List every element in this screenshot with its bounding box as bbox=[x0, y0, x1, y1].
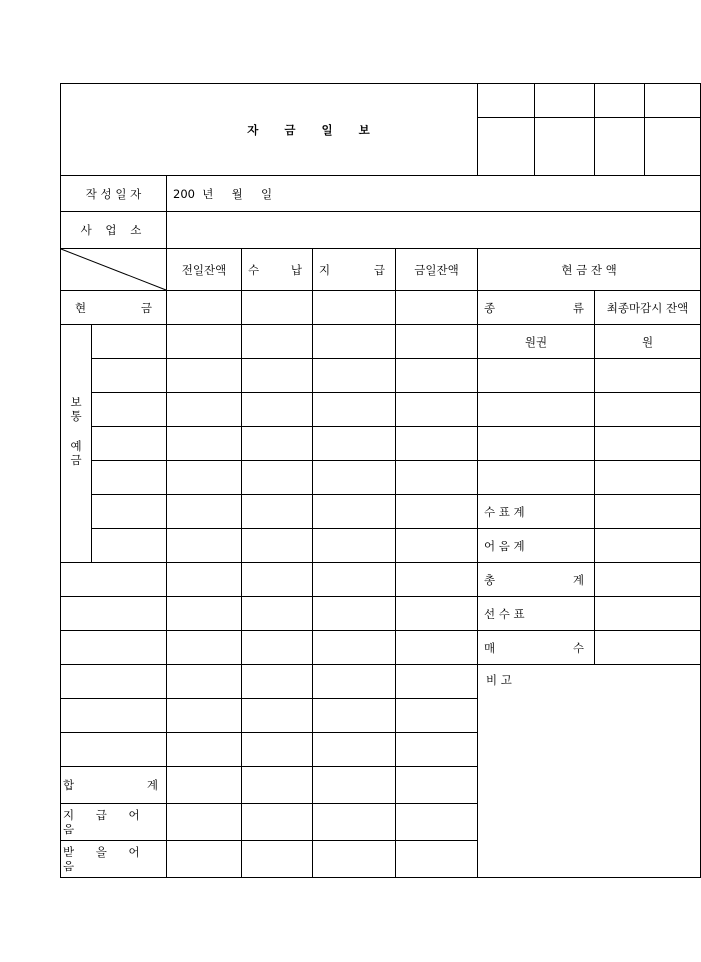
other-3-today[interactable] bbox=[396, 631, 478, 665]
deposit-1-today[interactable] bbox=[396, 325, 478, 359]
receipt-header bbox=[242, 249, 313, 291]
cash-receipt[interactable] bbox=[242, 291, 313, 325]
other-item-5[interactable] bbox=[61, 699, 167, 733]
deposit-3-receipt[interactable] bbox=[242, 393, 313, 427]
notes-receivable-prev[interactable] bbox=[167, 841, 242, 878]
check-total-value[interactable] bbox=[595, 495, 701, 529]
won-bill-label: 원권 bbox=[478, 325, 595, 359]
notes-receivable-payment[interactable] bbox=[313, 841, 396, 878]
other-2-today[interactable] bbox=[396, 597, 478, 631]
grand-total-label bbox=[478, 563, 595, 597]
cash-amount-4[interactable] bbox=[595, 427, 701, 461]
deposit-3-prev[interactable] bbox=[167, 393, 242, 427]
final-balance-label: 최종마감시 잔액 bbox=[595, 291, 701, 325]
other-3-prev[interactable] bbox=[167, 631, 242, 665]
other-6-prev[interactable] bbox=[167, 733, 242, 767]
approval-box-2-sign[interactable] bbox=[535, 118, 595, 176]
prev-balance-header: 전일잔액 bbox=[167, 249, 242, 291]
deposit-5-prev[interactable] bbox=[167, 461, 242, 495]
notes-receivable-today[interactable] bbox=[396, 841, 478, 878]
deposit-2-prev[interactable] bbox=[167, 359, 242, 393]
other-2-payment[interactable] bbox=[313, 597, 396, 631]
deposit-6-prev[interactable] bbox=[167, 495, 242, 529]
grand-total-char-2: 계 bbox=[572, 572, 585, 587]
deposit-bank-2[interactable] bbox=[92, 359, 167, 393]
other-5-payment[interactable] bbox=[313, 699, 396, 733]
deposit-5-payment[interactable] bbox=[313, 461, 396, 495]
deposit-4-prev[interactable] bbox=[167, 427, 242, 461]
other-item-3[interactable] bbox=[61, 631, 167, 665]
deposit-4-payment[interactable] bbox=[313, 427, 396, 461]
notes-payable-receipt[interactable] bbox=[242, 804, 313, 841]
deposit-2-receipt[interactable] bbox=[242, 359, 313, 393]
other-4-receipt[interactable] bbox=[242, 665, 313, 699]
deposit-vertical-label bbox=[61, 325, 92, 563]
other-3-payment[interactable] bbox=[313, 631, 396, 665]
deposit-bank-5[interactable] bbox=[92, 461, 167, 495]
payment-header-char-1: 지 bbox=[319, 262, 331, 277]
cash-type-2[interactable] bbox=[478, 359, 595, 393]
other-6-payment[interactable] bbox=[313, 733, 396, 767]
approval-box-1-sign[interactable] bbox=[478, 118, 535, 176]
deposit-6-payment[interactable] bbox=[313, 495, 396, 529]
deposit-bank-3[interactable] bbox=[92, 393, 167, 427]
deposit-label-char-4: 금 bbox=[70, 453, 82, 467]
cash-type-label bbox=[478, 291, 595, 325]
total-payment[interactable] bbox=[313, 767, 396, 804]
total-label-char-1: 합 bbox=[63, 778, 75, 792]
deposit-5-receipt[interactable] bbox=[242, 461, 313, 495]
other-1-today[interactable] bbox=[396, 563, 478, 597]
deposit-2-today[interactable] bbox=[396, 359, 478, 393]
notes-receivable-label: 받 을 어 음 bbox=[61, 841, 167, 878]
deposit-1-prev[interactable] bbox=[167, 325, 242, 359]
deposit-bank-4[interactable] bbox=[92, 427, 167, 461]
payment-header bbox=[313, 249, 396, 291]
cash-label-char-2: 금 bbox=[140, 300, 152, 315]
today-balance-header: 금일잔액 bbox=[396, 249, 478, 291]
cash-prev-balance[interactable] bbox=[167, 291, 242, 325]
deposit-6-receipt[interactable] bbox=[242, 495, 313, 529]
approval-box-3-header[interactable] bbox=[595, 84, 645, 118]
type-label-char-1: 종 bbox=[484, 300, 496, 315]
cash-amount-5[interactable] bbox=[595, 461, 701, 495]
diagonal-line bbox=[61, 249, 166, 290]
won-unit-label: 원 bbox=[595, 325, 701, 359]
grand-total-value[interactable] bbox=[595, 563, 701, 597]
note-total-label: 어 음 계 bbox=[478, 529, 595, 563]
total-label bbox=[61, 767, 167, 804]
remarks-area[interactable] bbox=[478, 665, 701, 878]
remarks-label: 비 고 bbox=[486, 673, 512, 687]
deposit-4-today[interactable] bbox=[396, 427, 478, 461]
cash-type-3[interactable] bbox=[478, 393, 595, 427]
deposit-bank-6[interactable] bbox=[92, 495, 167, 529]
count-label bbox=[478, 631, 595, 665]
deposit-6-today[interactable] bbox=[396, 495, 478, 529]
cash-label-char-1: 현 bbox=[75, 300, 87, 315]
total-prev[interactable] bbox=[167, 767, 242, 804]
deposit-1-receipt[interactable] bbox=[242, 325, 313, 359]
approval-box-1-header[interactable] bbox=[478, 84, 535, 118]
cash-today-balance[interactable] bbox=[396, 291, 478, 325]
deposit-7-prev[interactable] bbox=[167, 529, 242, 563]
written-date-value[interactable]: 200 년 월 일 bbox=[167, 176, 701, 212]
total-today[interactable] bbox=[396, 767, 478, 804]
payment-header-char-2: 급 bbox=[373, 262, 385, 277]
type-label-char-2: 류 bbox=[572, 300, 585, 315]
other-2-receipt[interactable] bbox=[242, 597, 313, 631]
cash-balance-header: 현 금 잔 액 bbox=[478, 249, 701, 291]
other-4-today[interactable] bbox=[396, 665, 478, 699]
other-1-payment[interactable] bbox=[313, 563, 396, 597]
other-item-1[interactable] bbox=[61, 563, 167, 597]
deposit-4-receipt[interactable] bbox=[242, 427, 313, 461]
office-label: 사 업 소 bbox=[61, 212, 167, 249]
cash-type-4[interactable] bbox=[478, 427, 595, 461]
receipt-header-char-1: 수 bbox=[248, 262, 260, 277]
other-5-today[interactable] bbox=[396, 699, 478, 733]
count-value[interactable] bbox=[595, 631, 701, 665]
other-item-2[interactable] bbox=[61, 597, 167, 631]
notes-payable-payment[interactable] bbox=[313, 804, 396, 841]
total-label-char-2: 계 bbox=[146, 778, 158, 792]
note-total-value[interactable] bbox=[595, 529, 701, 563]
deposit-label-char-1: 보 bbox=[70, 395, 82, 409]
report-table bbox=[60, 83, 701, 878]
deposit-7-today[interactable] bbox=[396, 529, 478, 563]
other-6-today[interactable] bbox=[396, 733, 478, 767]
total-receipt[interactable] bbox=[242, 767, 313, 804]
cash-type-5[interactable] bbox=[478, 461, 595, 495]
written-date-label: 작 성 일 자 bbox=[61, 176, 167, 212]
approval-box-2-header[interactable] bbox=[535, 84, 595, 118]
deposit-label-char-2: 통 bbox=[70, 409, 82, 423]
deposit-3-payment[interactable] bbox=[313, 393, 396, 427]
other-1-receipt[interactable] bbox=[242, 563, 313, 597]
count-label-char-1: 매 bbox=[484, 640, 496, 655]
count-label-char-2: 수 bbox=[572, 640, 585, 655]
notes-payable-today[interactable] bbox=[396, 804, 478, 841]
deposit-7-payment[interactable] bbox=[313, 529, 396, 563]
deposit-label-char-3: 예 bbox=[70, 439, 82, 453]
deposit-bank-7[interactable] bbox=[92, 529, 167, 563]
other-4-prev[interactable] bbox=[167, 665, 242, 699]
other-item-4[interactable] bbox=[61, 665, 167, 699]
deposit-3-today[interactable] bbox=[396, 393, 478, 427]
receipt-header-char-2: 납 bbox=[290, 262, 302, 277]
other-5-receipt[interactable] bbox=[242, 699, 313, 733]
other-3-receipt[interactable] bbox=[242, 631, 313, 665]
cash-amount-3[interactable] bbox=[595, 393, 701, 427]
approval-box-3-sign[interactable] bbox=[595, 118, 645, 176]
grand-total-char-1: 총 bbox=[484, 572, 496, 587]
notes-payable-label: 지 급 어 음 bbox=[61, 804, 167, 841]
office-field[interactable] bbox=[167, 212, 701, 249]
other-2-prev[interactable] bbox=[167, 597, 242, 631]
other-6-receipt[interactable] bbox=[242, 733, 313, 767]
other-5-prev[interactable] bbox=[167, 699, 242, 733]
advance-check-label: 선 수 표 bbox=[478, 597, 595, 631]
other-item-6[interactable] bbox=[61, 733, 167, 767]
deposit-7-receipt[interactable] bbox=[242, 529, 313, 563]
cash-amount-2[interactable] bbox=[595, 359, 701, 393]
deposit-2-payment[interactable] bbox=[313, 359, 396, 393]
other-4-payment[interactable] bbox=[313, 665, 396, 699]
deposit-bank-1[interactable] bbox=[92, 325, 167, 359]
approval-box-4-sign[interactable] bbox=[645, 118, 701, 176]
deposit-5-today[interactable] bbox=[396, 461, 478, 495]
report-title: 자 금 일 보 bbox=[61, 84, 478, 176]
advance-check-value[interactable] bbox=[595, 597, 701, 631]
deposit-1-payment[interactable] bbox=[313, 325, 396, 359]
notes-receivable-receipt[interactable] bbox=[242, 841, 313, 878]
other-1-prev[interactable] bbox=[167, 563, 242, 597]
diagonal-header-cell bbox=[61, 249, 167, 291]
approval-box-4-header[interactable] bbox=[645, 84, 701, 118]
check-total-label: 수 표 계 bbox=[478, 495, 595, 529]
daily-fund-report bbox=[60, 83, 701, 878]
notes-payable-prev[interactable] bbox=[167, 804, 242, 841]
cash-payment[interactable] bbox=[313, 291, 396, 325]
cash-row-label bbox=[61, 291, 167, 325]
